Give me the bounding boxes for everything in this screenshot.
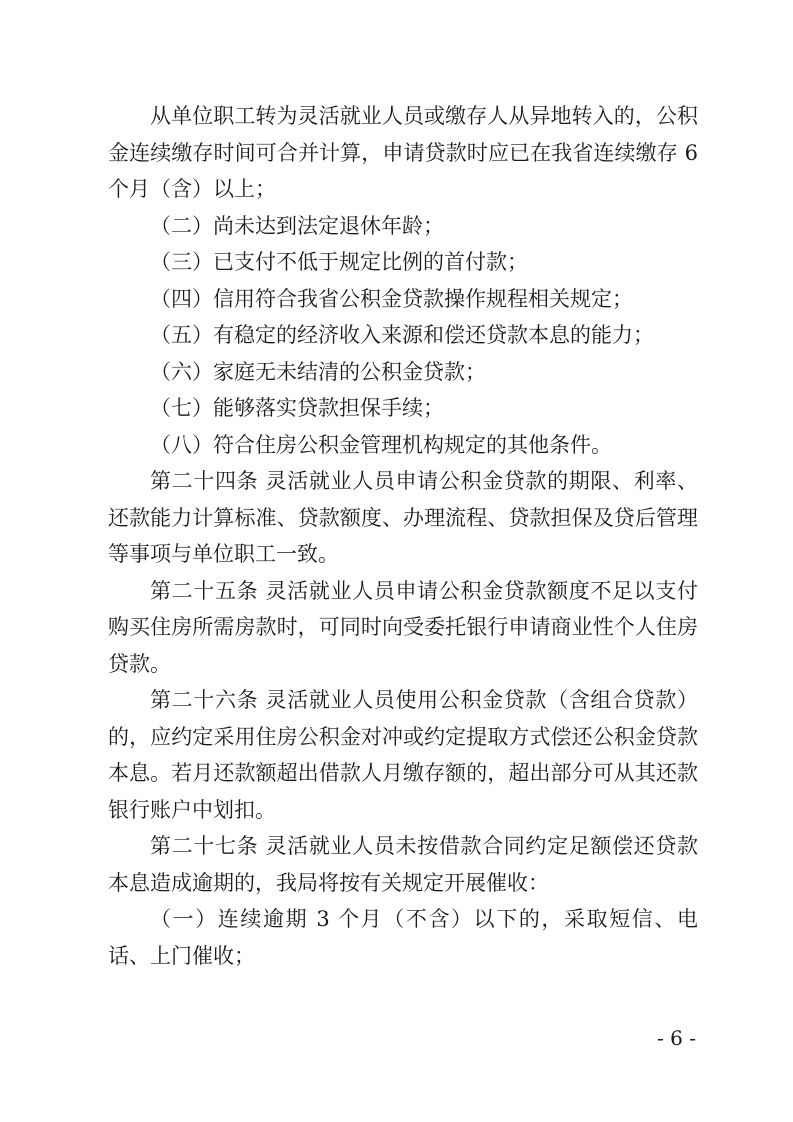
list-item: （二）尚未达到法定退休年龄； — [150, 213, 444, 238]
article-24-heading-line: 第二十四条 灵活就业人员申请公积金贷款的期限、利率、 — [150, 469, 698, 493]
article-27-heading-line: 第二十七条 灵活就业人员未按借款合同约定足额偿还贷款 — [150, 834, 698, 858]
list-item: （七）能够落实贷款担保手续； — [150, 396, 444, 420]
text-line: 本息。若月还款额超出借款人月缴存额的，超出部分可从其还款 — [108, 761, 698, 785]
text-line: 购买住房所需房款时，可同时向受委托银行申请商业性个人住房 — [108, 615, 698, 639]
text-line: 还款能力计算标准、贷款额度、办理流程、贷款担保及贷后管理 — [108, 505, 698, 530]
text-line: 银行账户中划扣。 — [108, 797, 276, 822]
text-line: 的，应约定采用住房公积金对冲或约定提取方式偿还公积金贷款 — [108, 724, 698, 749]
list-item: （三）已支付不低于规定比例的首付款； — [150, 250, 528, 274]
text-line: 个月（含）以上； — [108, 177, 276, 201]
list-item: （六）家庭无未结清的公积金贷款； — [150, 359, 486, 384]
list-item: （一）连续逾期 3 个月（不含）以下的，采取短信、电 — [150, 907, 698, 931]
document-body — [108, 98, 698, 974]
text-line: 本息造成逾期的，我局将按有关规定开展催收： — [108, 870, 549, 895]
text-line: 从单位职工转为灵活就业人员或缴存人从异地转入的，公积 — [150, 104, 698, 128]
text-line: 话、上门催收； — [108, 943, 255, 968]
article-26-heading-line: 第二十六条 灵活就业人员使用公积金贷款（含组合贷款） — [150, 688, 698, 712]
article-25-heading-line: 第二十五条 灵活就业人员申请公积金贷款额度不足以支付 — [150, 578, 698, 603]
list-item: （四）信用符合我省公积金贷款操作规程相关规定； — [150, 286, 633, 311]
page-number: - 6 - — [657, 1026, 696, 1050]
list-item: （八）符合住房公积金管理机构规定的其他条件。 — [150, 432, 612, 457]
text-line: 贷款。 — [108, 651, 171, 676]
list-item: （五）有稳定的经济收入来源和偿还贷款本息的能力； — [150, 323, 654, 347]
text-line: 等事项与单位职工一致。 — [108, 542, 339, 566]
text-line: 金连续缴存时间可合并计算，申请贷款时应已在我省连续缴存 6 — [108, 140, 698, 165]
